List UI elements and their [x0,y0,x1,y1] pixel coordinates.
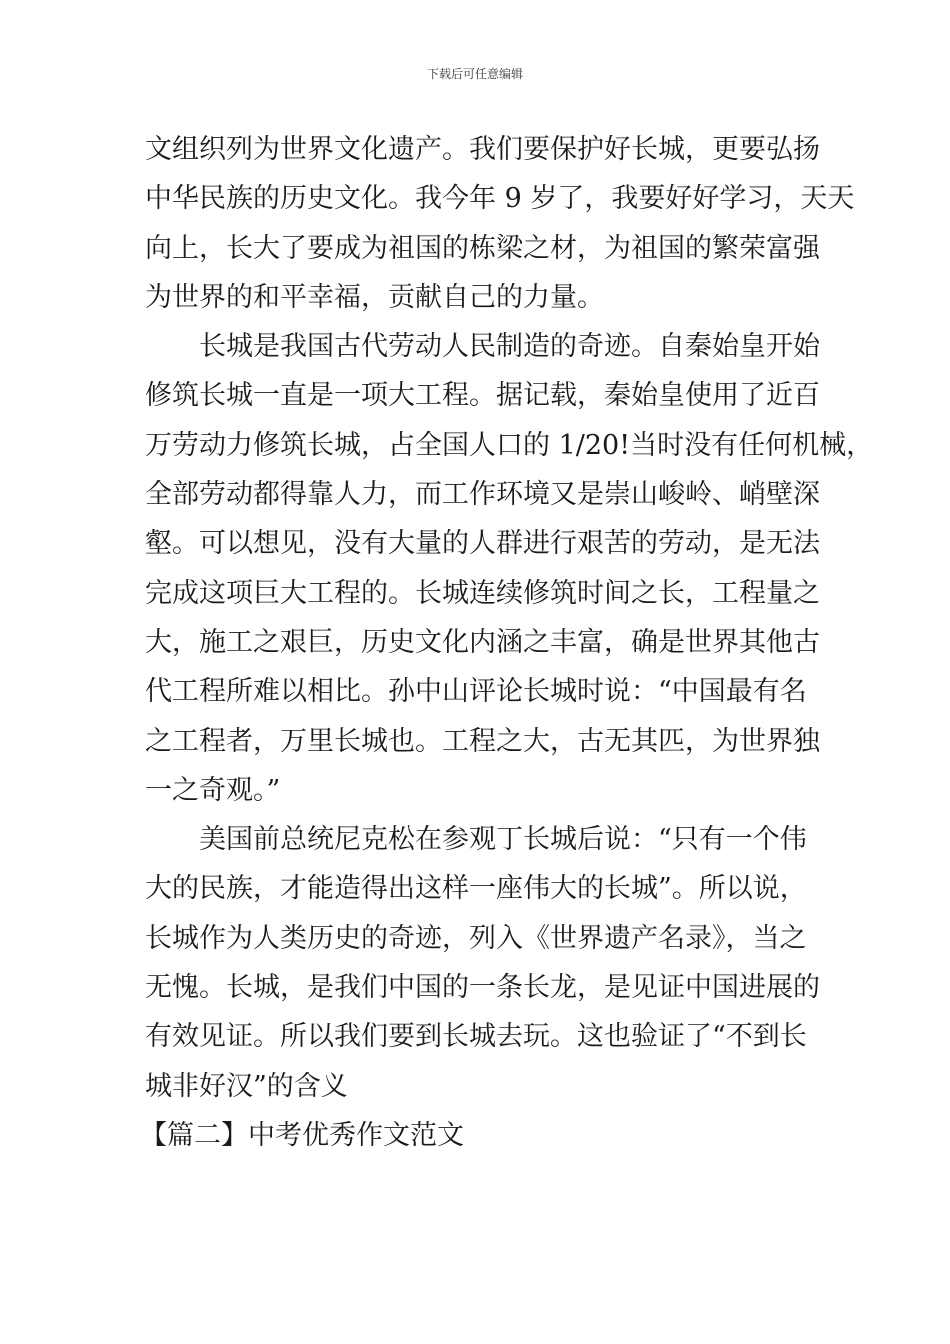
text-line: 有效见证。所以我们要到长城去玩。这也验证了“不到长 [145,1021,807,1053]
paragraph [145,815,820,1111]
text-line: 壑。可以想见，没有大量的人群进行艰苦的劳动，是无法 [145,528,820,560]
text-line: 完成这项巨大工程的。长城连续修筑时间之长，工程量之 [145,577,820,609]
paragraph [145,125,855,322]
document-body [140,125,874,1160]
text-line: 向上，长大了要成为祖国的栋梁之材，为祖国的繁荣富强 [145,232,820,264]
text-line: 城非好汉”的含义 [145,1070,348,1102]
text-line: 之工程者，万里长城也。工程之大，古无其匹，为世界独 [145,725,820,757]
text-line: 全部劳动都得靠人力，而工作环境又是崇山峻岭、峭壁深 [145,479,820,511]
page-header: 下载后可任意编辑 [426,67,523,81]
text-line: 代工程所难以相比。孙中山评论长城时说：“中国最有名 [145,676,807,708]
text-line: 美国前总统尼克松在参观丁长城后说：“只有一个伟 [199,824,807,856]
text-line: 中华民族的历史文化。我今年 9 岁了，我要好好学习，天天 [145,183,855,215]
section-heading: 【篇二】中考优秀作文范文 [140,1119,464,1151]
text-line: 为世界的和平幸福，贡献自己的力量。 [145,281,604,313]
text-line: 修筑长城一直是一项大工程。据记载，秦始皇使用了近百 [145,380,820,412]
paragraph [145,322,874,815]
text-line: 万劳动力修筑长城，占全国人口的 1/20!当时没有任何机械， [145,429,874,461]
text-line: 大，施工之艰巨，历史文化内涵之丰富，确是世界其他古 [145,626,820,658]
text-line: 长城是我国古代劳动人民制造的奇迹。自秦始皇开始 [199,331,820,363]
text-line: 无愧。长城，是我们中国的一条长龙，是见证中国进展的 [145,972,820,1004]
text-line: 长城作为人类历史的奇迹，列入《世界遗产名录》，当之 [145,922,807,954]
text-line: 一之奇观。” [145,774,281,806]
text-line: 文组织列为世界文化遗产。我们要保护好长城，更要弘扬 [145,134,820,165]
text-line: 大的民族，才能造得出这样一座伟大的长城”。所以说， [145,873,807,905]
